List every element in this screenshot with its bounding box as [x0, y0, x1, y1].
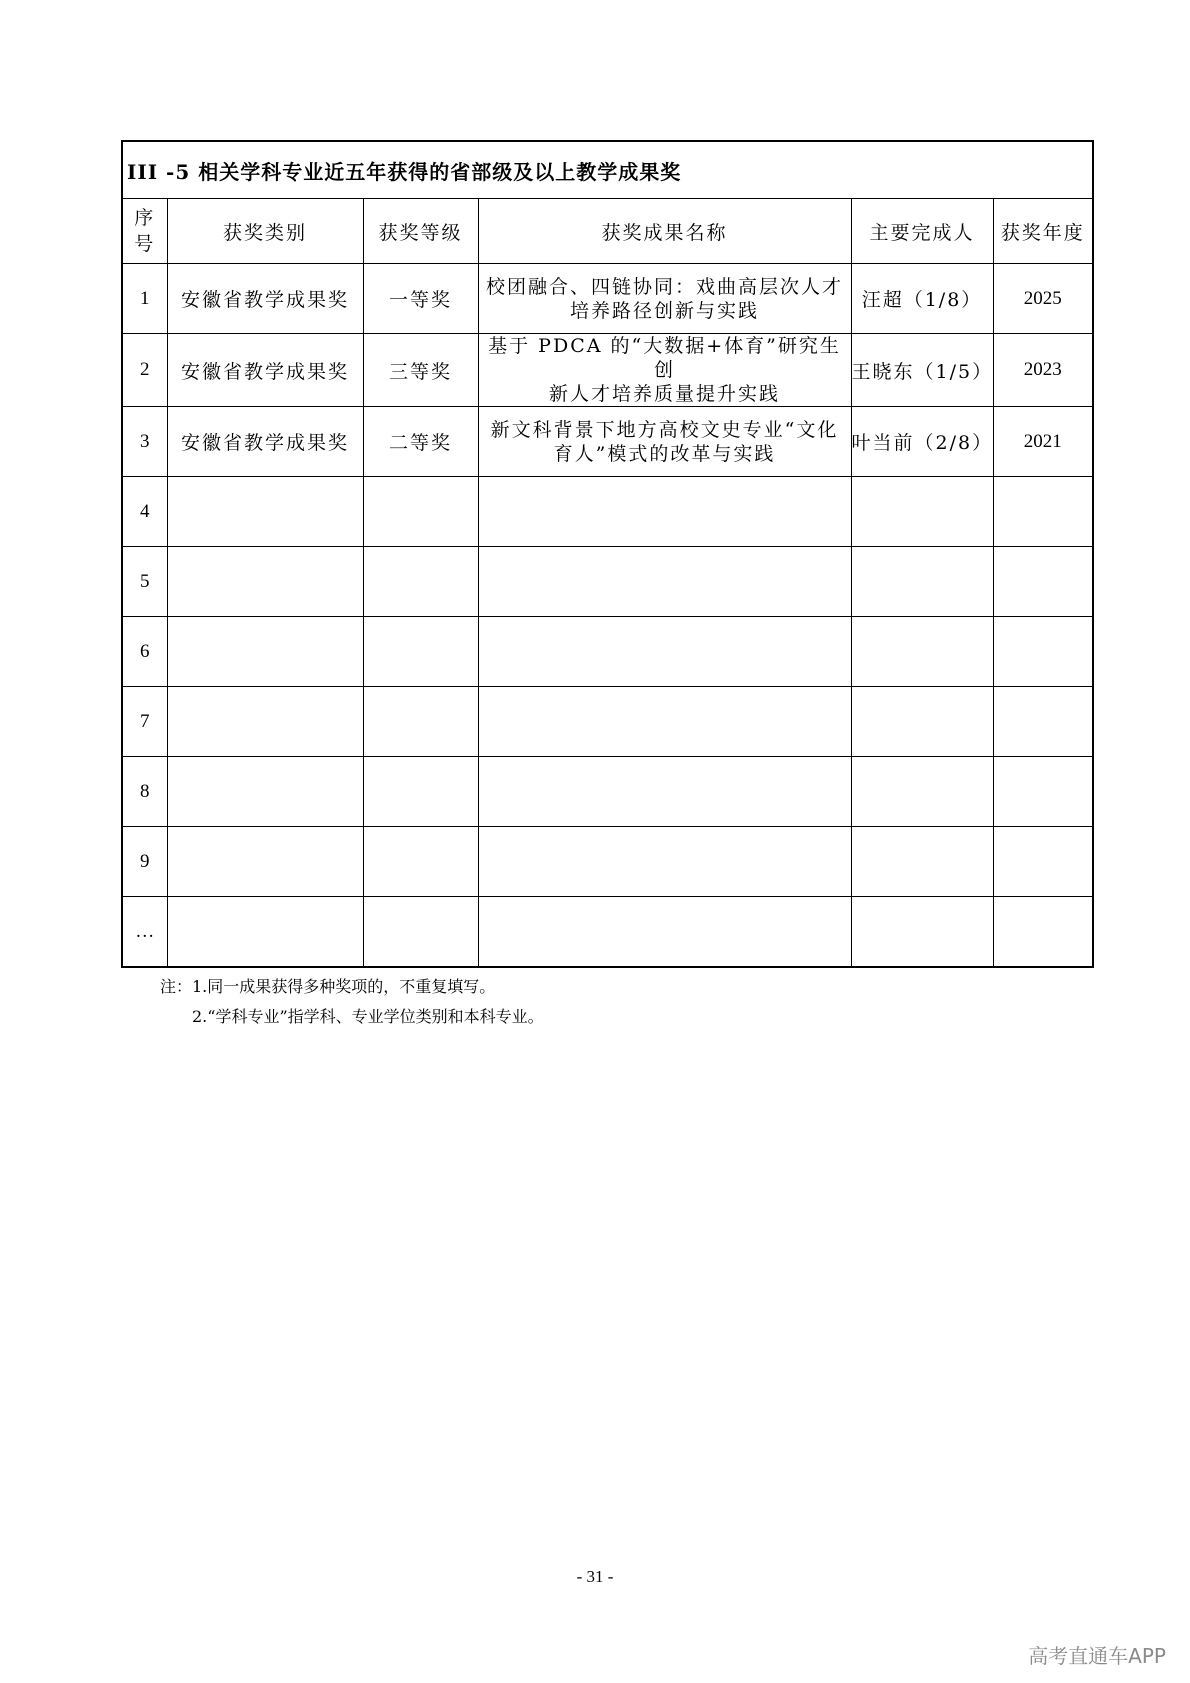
- row-level: 二等奖: [363, 407, 478, 477]
- row-level: [363, 477, 478, 547]
- table-row: [122, 407, 1093, 477]
- row-person: 汪超（1/8）: [851, 264, 993, 334]
- row-year: [993, 897, 1093, 968]
- row-seq: 7: [122, 687, 167, 757]
- row-name-line1: 新文科背景下地方高校文史专业“文化: [490, 418, 839, 441]
- header-seq-line1: 序: [134, 207, 156, 229]
- row-year: [993, 687, 1093, 757]
- row-category: [167, 757, 363, 827]
- row-person: [851, 897, 993, 968]
- row-category: [167, 617, 363, 687]
- header-seq: [122, 199, 167, 264]
- note-line-2: 2.“学科专业”指学科、专业学位类别和本科专业。: [192, 1007, 544, 1026]
- row-name: [478, 547, 851, 617]
- row-name: [478, 897, 851, 968]
- row-name: [478, 477, 851, 547]
- row-name: [478, 334, 851, 407]
- table-row: [122, 477, 1093, 547]
- table-row: [122, 687, 1093, 757]
- row-name-line1: 基于 PDCA 的“大数据+体育”研究生创: [488, 335, 841, 381]
- row-year: 2025: [993, 264, 1093, 334]
- row-seq: 6: [122, 617, 167, 687]
- row-person: [851, 757, 993, 827]
- header-person: 主要完成人: [851, 199, 993, 264]
- row-person: [851, 687, 993, 757]
- row-name-line1: 校团融合、四链协同：戏曲高层次人才: [485, 275, 843, 298]
- row-seq: 3: [122, 407, 167, 477]
- row-seq: …: [122, 897, 167, 968]
- table-row: [122, 264, 1093, 334]
- row-category: 安徽省教学成果奖: [167, 334, 363, 407]
- row-category: [167, 897, 363, 968]
- table-notes: [160, 972, 544, 1032]
- row-seq: 1: [122, 264, 167, 334]
- row-category: 安徽省教学成果奖: [167, 407, 363, 477]
- row-person: [851, 547, 993, 617]
- header-level: 获奖等级: [363, 199, 478, 264]
- row-seq: 8: [122, 757, 167, 827]
- header-year: 获奖年度: [993, 199, 1093, 264]
- row-seq: 2: [122, 334, 167, 407]
- row-name: [478, 687, 851, 757]
- row-person: [851, 827, 993, 897]
- table-header-row: [122, 199, 1093, 264]
- watermark-text: 高考直通车APP: [1028, 1644, 1166, 1668]
- table-row: [122, 897, 1093, 968]
- header-name: 获奖成果名称: [478, 199, 851, 264]
- header-category: 获奖类别: [167, 199, 363, 264]
- row-category: [167, 477, 363, 547]
- page-number: - 31 -: [576, 1567, 614, 1586]
- row-name: [478, 617, 851, 687]
- row-level: [363, 897, 478, 968]
- row-seq: 5: [122, 547, 167, 617]
- row-name: [478, 827, 851, 897]
- row-level: [363, 827, 478, 897]
- row-name: [478, 407, 851, 477]
- row-name: [478, 757, 851, 827]
- table-row: [122, 757, 1093, 827]
- table-title: III -5 相关学科专业近五年获得的省部级及以上教学成果奖: [122, 141, 1093, 199]
- row-level: [363, 757, 478, 827]
- awards-table: [121, 140, 1094, 968]
- row-category: [167, 687, 363, 757]
- row-seq: 9: [122, 827, 167, 897]
- row-level: 一等奖: [363, 264, 478, 334]
- table-row: [122, 334, 1093, 407]
- row-name: [478, 264, 851, 334]
- row-person: 叶当前（2/8）: [851, 407, 993, 477]
- row-name-line2: 新人才培养质量提升实践: [548, 383, 780, 405]
- row-seq: 4: [122, 477, 167, 547]
- note-line-1: 注：1.同一成果获得多种奖项的，不重复填写。: [160, 977, 496, 996]
- table-row: [122, 827, 1093, 897]
- row-category: 安徽省教学成果奖: [167, 264, 363, 334]
- row-level: [363, 617, 478, 687]
- row-name-line2: 育人”模式的改革与实践: [553, 442, 776, 465]
- row-person: 王晓东（1/5）: [851, 334, 993, 407]
- row-person: [851, 477, 993, 547]
- row-name-line2: 培养路径创新与实践: [569, 299, 759, 322]
- table-row: [122, 547, 1093, 617]
- row-category: [167, 827, 363, 897]
- row-level: 三等奖: [363, 334, 478, 407]
- row-year: [993, 617, 1093, 687]
- row-year: 2023: [993, 334, 1093, 407]
- row-year: [993, 827, 1093, 897]
- table-row: [122, 617, 1093, 687]
- row-year: 2021: [993, 407, 1093, 477]
- row-year: [993, 547, 1093, 617]
- row-level: [363, 687, 478, 757]
- header-seq-line2: 号: [134, 233, 156, 255]
- row-person: [851, 617, 993, 687]
- row-level: [363, 547, 478, 617]
- row-year: [993, 477, 1093, 547]
- row-year: [993, 757, 1093, 827]
- row-category: [167, 547, 363, 617]
